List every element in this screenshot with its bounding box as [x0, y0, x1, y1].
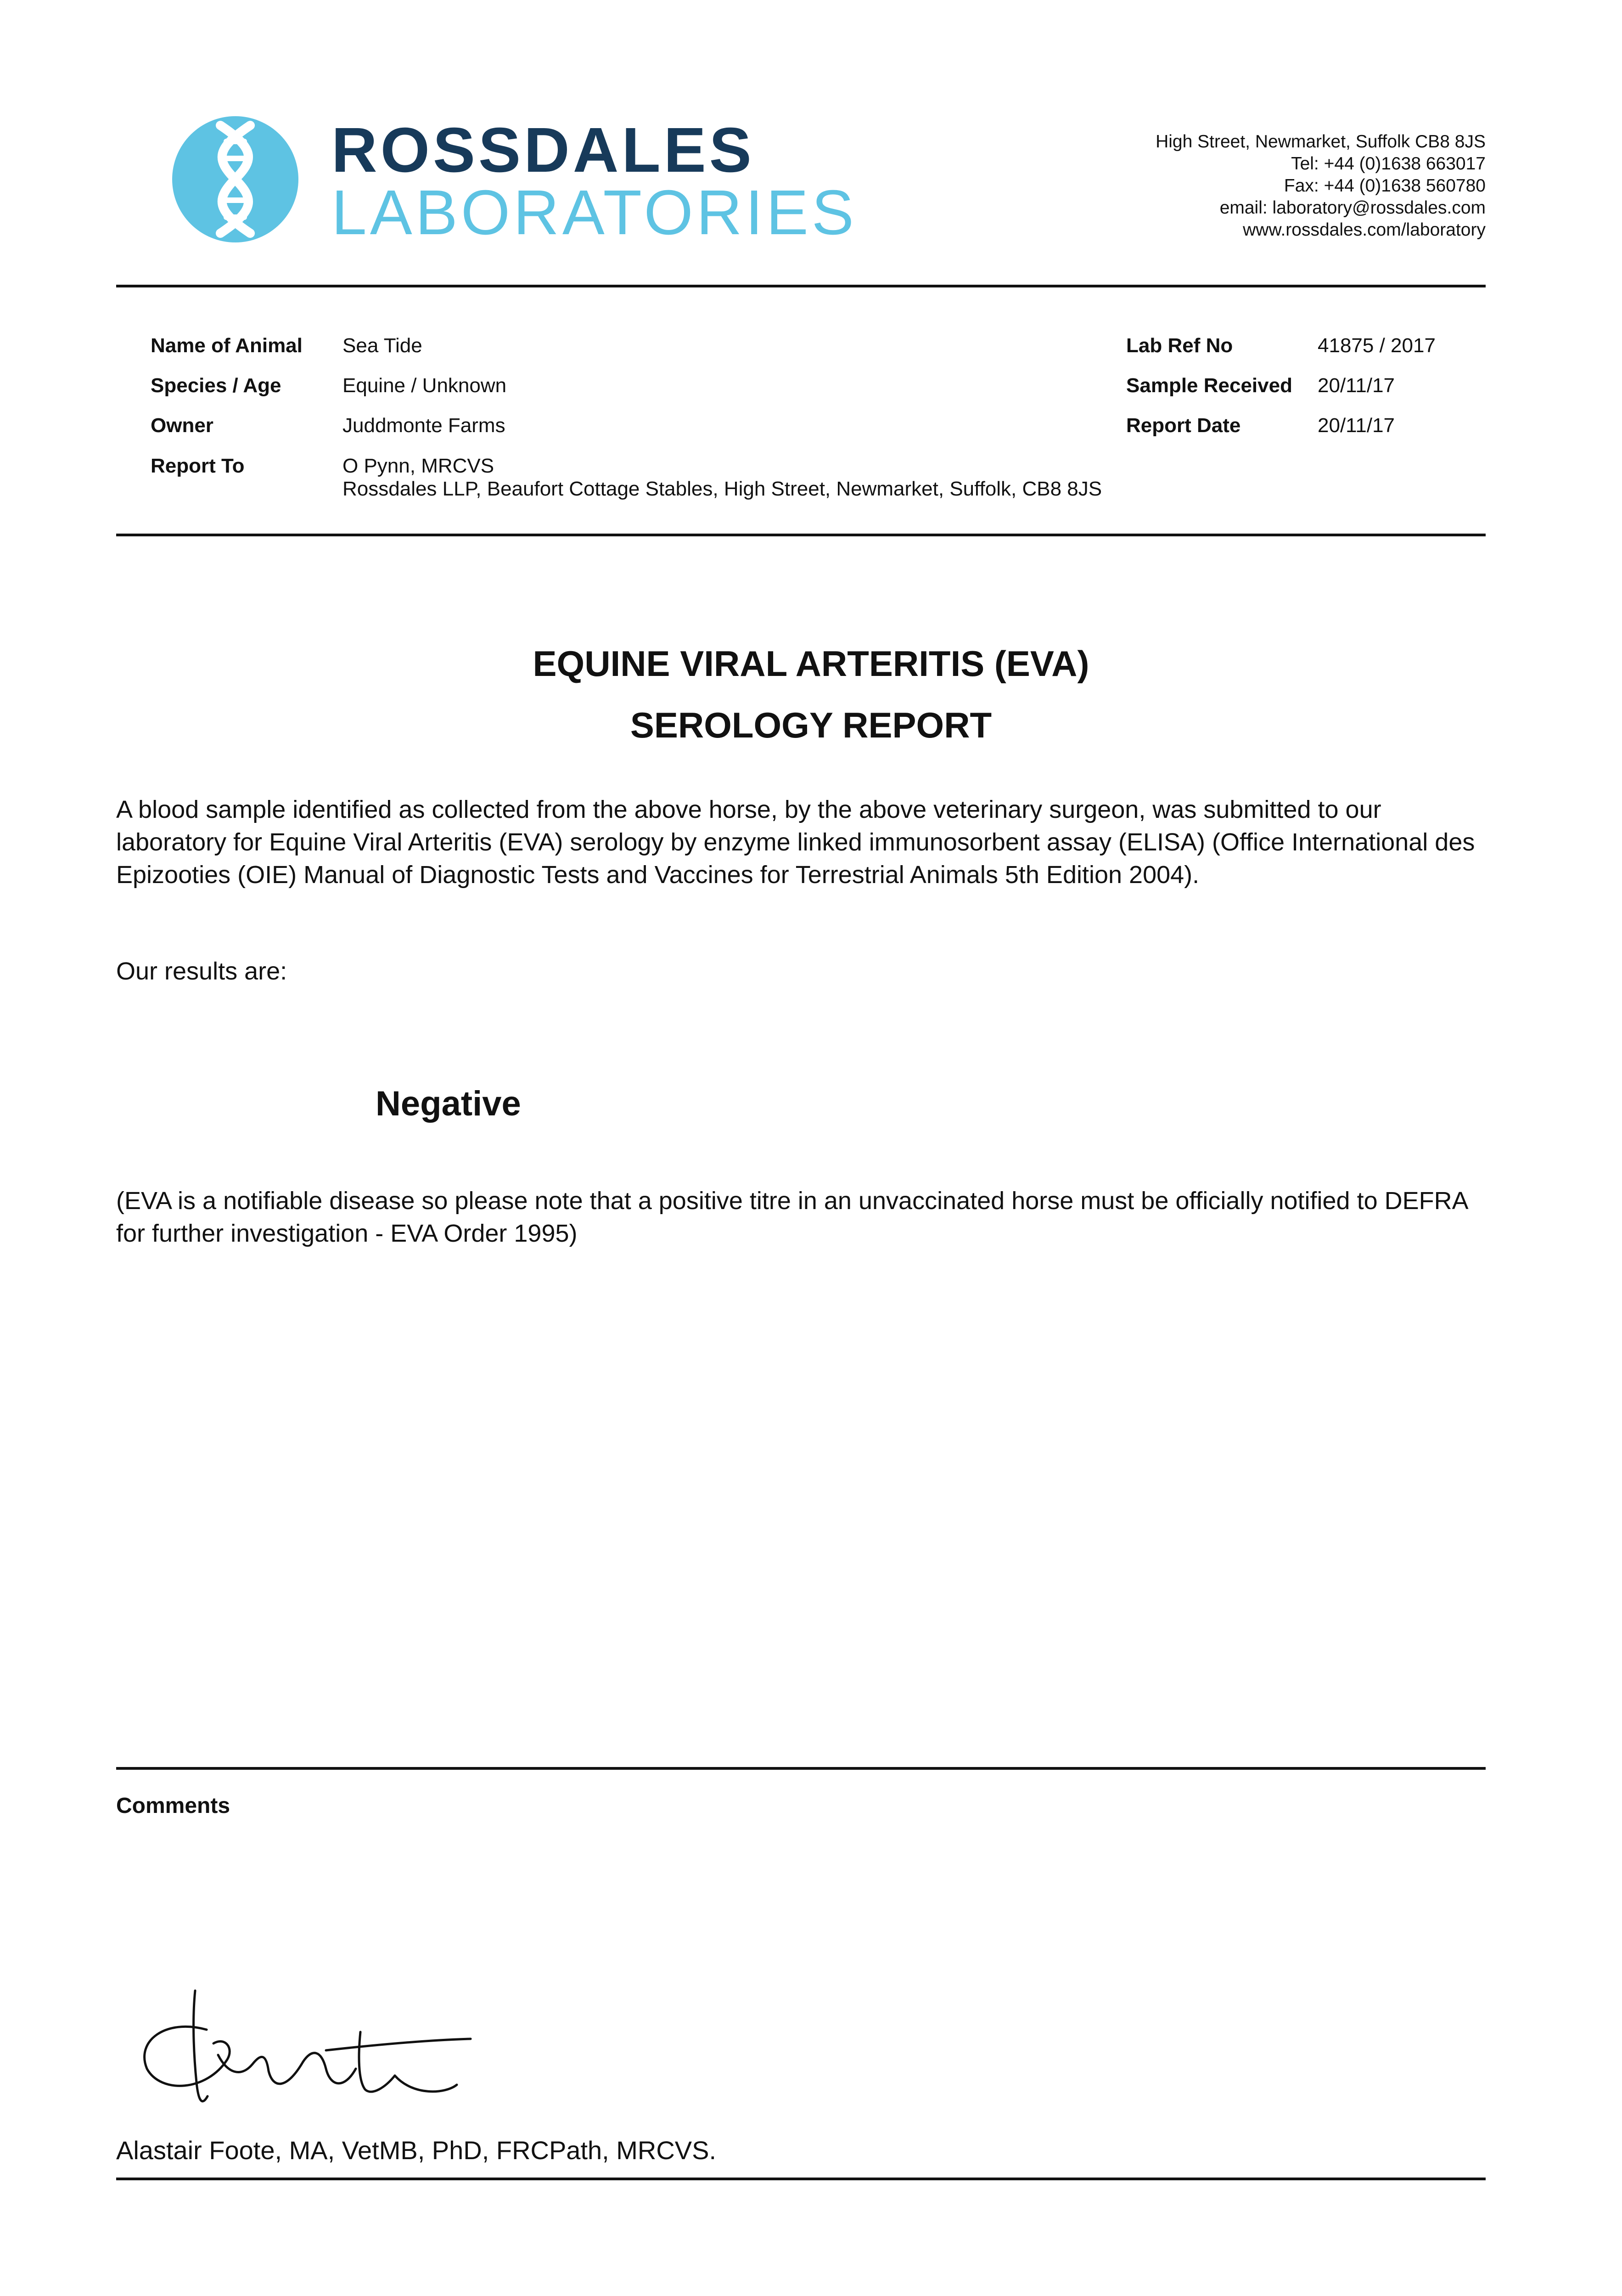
brand-subtitle: LABORATORIES [331, 177, 857, 248]
brand-name: ROSSDALES [331, 115, 755, 186]
fax: Fax: +44 (0)1638 560780 [1284, 176, 1486, 196]
report-to-label: Report To [151, 455, 245, 477]
results-intro: Our results are: [116, 957, 287, 985]
name-of-animal-value: Sea Tide [342, 334, 422, 357]
lab-address-block [1156, 131, 1486, 241]
divider-top [116, 285, 1486, 287]
sample-received-value: 20/11/17 [1318, 374, 1395, 397]
report-to-address: Rossdales LLP, Beaufort Cottage Stables, High Street, Newmarket, Suffolk, CB8 8JS [342, 478, 1102, 500]
report-title-line1: EQUINE VIRAL ARTERITIS (EVA) [533, 643, 1089, 684]
divider-details [116, 534, 1486, 536]
comments-label: Comments [116, 1794, 230, 1818]
report-date-label: Report Date [1126, 414, 1241, 437]
website: www.rossdales.com/laboratory [1243, 220, 1486, 240]
dna-helix-icon [172, 116, 298, 242]
report-to-name: O Pynn, MRCVS [342, 455, 494, 477]
telephone: Tel: +44 (0)1638 663017 [1291, 154, 1486, 174]
signature-image [129, 1986, 477, 2110]
notifiable-disease-note: (EVA is a notifiable disease so please note that a positive titre in an unvaccinated horse must be officially notified to DEFRA for further investigation - EVA Order 1995) [116, 1187, 1467, 1247]
divider-bottom [116, 2178, 1486, 2180]
sample-received-label: Sample Received [1126, 374, 1292, 397]
lab-ref-value: 41875 / 2017 [1318, 334, 1436, 357]
signatory-name: Alastair Foote, MA, VetMB, PhD, FRCPath, MRCVS. [116, 2136, 717, 2165]
name-of-animal-label: Name of Animal [151, 334, 303, 357]
report-date-value: 20/11/17 [1318, 414, 1395, 437]
lab-ref-label: Lab Ref No [1126, 334, 1233, 357]
divider-comments [116, 1767, 1486, 1770]
brand-logo-text [331, 115, 857, 248]
email: email: laboratory@rossdales.com [1219, 198, 1486, 218]
owner-label: Owner [151, 414, 213, 437]
test-result: Negative [376, 1084, 521, 1123]
report-title-line2: SEROLOGY REPORT [630, 705, 992, 745]
report-title [0, 633, 1622, 756]
species-age-value: Equine / Unknown [342, 374, 507, 397]
address-line: High Street, Newmarket, Suffolk CB8 8JS [1156, 132, 1486, 152]
owner-value: Juddmonte Farms [342, 414, 505, 437]
species-age-label: Species / Age [151, 374, 281, 397]
intro-paragraph: A blood sample identified as collected from the above horse, by the above veterinary surgeon, was submitted to our laboratory for Equine Viral Arteritis (EVA) serology by enzyme linked immunosorbent assay (ELISA) (Office International des Epizooties (OIE) Manual of Diagnostic Tests and Vaccines for Terrestrial Animals 5th Edition 2004). [116, 796, 1475, 889]
logo-dna-icon [172, 116, 298, 242]
